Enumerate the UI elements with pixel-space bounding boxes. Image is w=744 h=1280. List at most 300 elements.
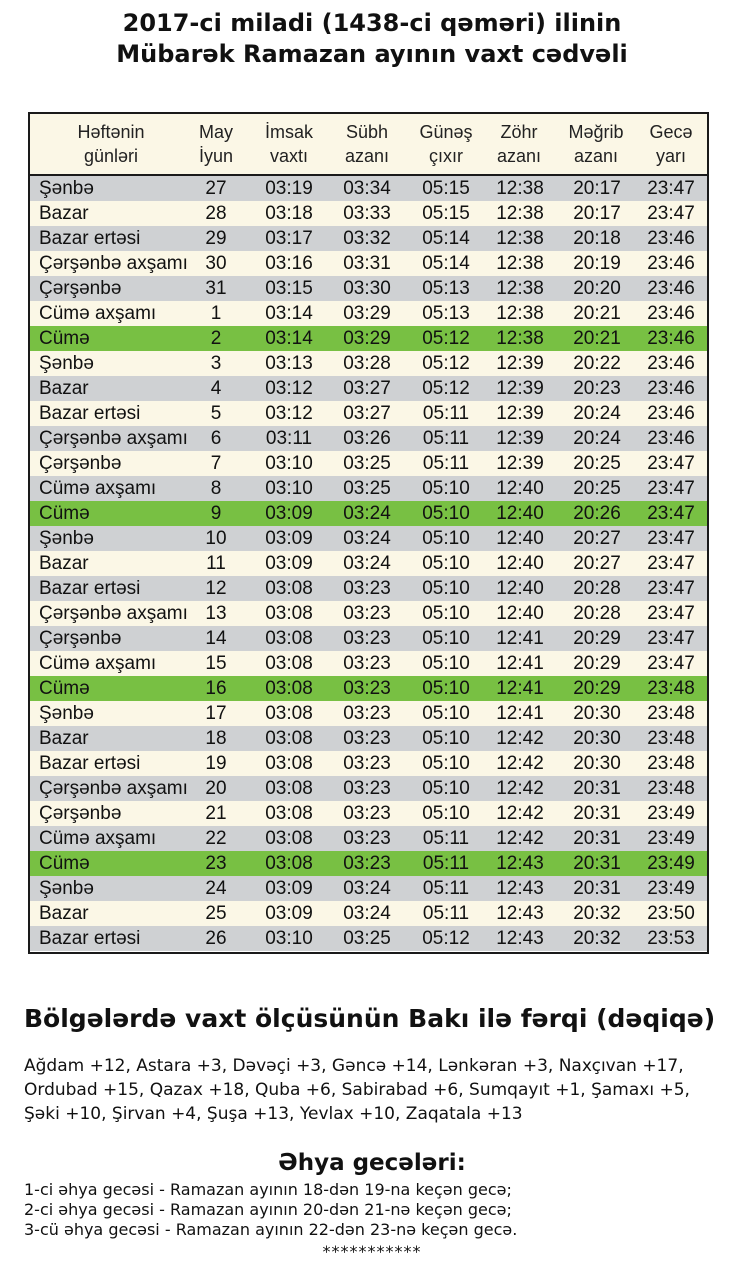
cell-gunes: 05:14 <box>422 253 470 274</box>
cell-gunes: 05:13 <box>422 303 470 324</box>
cell-date: 3 <box>210 353 222 374</box>
cell-subh: 03:31 <box>343 253 391 274</box>
cell-gece: 23:46 <box>647 403 695 424</box>
cell-date: 28 <box>205 203 227 224</box>
cell-weekday: Bazar ertəsi <box>39 578 141 599</box>
header-label: Məğrib <box>568 122 624 142</box>
table-row <box>30 476 707 501</box>
cell-weekday: Cümə axşamı <box>39 653 157 674</box>
cell-megrib: 20:31 <box>573 803 621 824</box>
cell-subh: 03:24 <box>343 878 391 899</box>
cell-megrib: 20:27 <box>573 553 621 574</box>
cell-gece: 23:46 <box>647 378 695 399</box>
cell-megrib: 20:31 <box>573 828 621 849</box>
cell-subh: 03:24 <box>343 528 391 549</box>
cell-gunes: 05:12 <box>422 328 470 349</box>
cell-gunes: 05:13 <box>422 278 470 299</box>
cell-date: 19 <box>205 753 227 774</box>
cell-date: 4 <box>210 378 222 399</box>
cell-megrib: 20:28 <box>573 578 621 599</box>
cell-zohr: 12:40 <box>496 578 544 599</box>
cell-zohr: 12:40 <box>496 603 544 624</box>
cell-weekday: Şənbə <box>39 528 94 549</box>
table-row <box>30 576 707 601</box>
table-row <box>30 451 707 476</box>
cell-zohr: 12:43 <box>496 878 544 899</box>
cell-subh: 03:23 <box>343 628 391 649</box>
table-row <box>30 651 707 676</box>
header-gunes <box>408 120 484 168</box>
cell-subh: 03:27 <box>343 378 391 399</box>
table-row <box>30 551 707 576</box>
cell-subh: 03:23 <box>343 853 391 874</box>
header-label: azanı <box>344 146 390 166</box>
header-imsak <box>254 120 324 168</box>
cell-imsak: 03:19 <box>265 178 313 199</box>
cell-subh: 03:24 <box>343 553 391 574</box>
cell-date: 24 <box>205 878 227 899</box>
cell-megrib: 20:22 <box>573 353 621 374</box>
cell-weekday: Cümə <box>39 503 90 524</box>
cell-megrib: 20:24 <box>573 428 621 449</box>
table-row <box>30 526 707 551</box>
cell-zohr: 12:40 <box>496 528 544 549</box>
cell-gunes: 05:10 <box>422 528 470 549</box>
cell-zohr: 12:41 <box>496 653 544 674</box>
cell-gece: 23:47 <box>647 503 695 524</box>
cell-megrib: 20:21 <box>573 328 621 349</box>
cell-date: 1 <box>210 303 222 324</box>
stars-divider: *********** <box>322 1242 422 1261</box>
cell-megrib: 20:29 <box>573 628 621 649</box>
header-label: Zöhr <box>500 122 538 142</box>
ehya-line: 2-ci əhya gecəsi - Ramazan ayının 20-dən 21-nə keçən gecə; <box>24 1200 512 1219</box>
header-label: Sübh <box>345 122 389 142</box>
cell-zohr: 12:41 <box>496 628 544 649</box>
cell-imsak: 03:08 <box>265 578 313 599</box>
cell-date: 21 <box>205 803 227 824</box>
cell-subh: 03:33 <box>343 203 391 224</box>
cell-gunes: 05:10 <box>422 503 470 524</box>
cell-imsak: 03:08 <box>265 678 313 699</box>
cell-imsak: 03:08 <box>265 753 313 774</box>
cell-imsak: 03:10 <box>265 453 313 474</box>
cell-subh: 03:29 <box>343 303 391 324</box>
cell-subh: 03:23 <box>343 828 391 849</box>
cell-megrib: 20:26 <box>573 503 621 524</box>
cell-gece: 23:47 <box>647 628 695 649</box>
cell-imsak: 03:14 <box>265 328 313 349</box>
cell-gunes: 05:11 <box>422 903 470 924</box>
table-row <box>30 276 707 301</box>
cell-gece: 23:47 <box>647 653 695 674</box>
cell-gece: 23:46 <box>647 428 695 449</box>
cell-weekday: Bazar <box>39 728 89 749</box>
cell-weekday: Bazar ertəsi <box>39 228 141 249</box>
cell-gunes: 05:10 <box>422 778 470 799</box>
cell-zohr: 12:40 <box>496 478 544 499</box>
region-note-title: Bölgələrdə vaxt ölçüsünün Bakı ilə fərqi (dəqiqə) <box>24 1004 716 1033</box>
table-row <box>30 301 707 326</box>
cell-weekday: Bazar <box>39 378 89 399</box>
cell-zohr: 12:39 <box>496 428 544 449</box>
header-subh <box>332 120 402 168</box>
cell-gunes: 05:11 <box>422 853 470 874</box>
cell-gece: 23:48 <box>647 678 695 699</box>
cell-gunes: 05:15 <box>422 203 470 224</box>
ehya-line: 1-ci əhya gecəsi - Ramazan ayının 18-dən 19-na keçən gecə; <box>24 1180 512 1199</box>
header-weekdays <box>36 120 186 168</box>
cell-zohr: 12:40 <box>496 503 544 524</box>
cell-zohr: 12:41 <box>496 678 544 699</box>
cell-imsak: 03:09 <box>265 503 313 524</box>
cell-date: 13 <box>205 603 227 624</box>
cell-megrib: 20:28 <box>573 603 621 624</box>
cell-gece: 23:49 <box>647 878 695 899</box>
table-row <box>30 776 707 801</box>
table-row <box>30 501 707 526</box>
cell-zohr: 12:42 <box>496 803 544 824</box>
cell-date: 15 <box>205 653 227 674</box>
cell-imsak: 03:13 <box>265 353 313 374</box>
table-row <box>30 826 707 851</box>
cell-weekday: Çərşənbə axşamı <box>39 603 188 624</box>
cell-subh: 03:34 <box>343 178 391 199</box>
cell-gunes: 05:10 <box>422 728 470 749</box>
cell-subh: 03:28 <box>343 353 391 374</box>
cell-gunes: 05:11 <box>422 828 470 849</box>
cell-megrib: 20:29 <box>573 678 621 699</box>
cell-date: 23 <box>205 853 227 874</box>
cell-imsak: 03:10 <box>265 478 313 499</box>
cell-megrib: 20:17 <box>573 203 621 224</box>
cell-weekday: Çərşənbə axşamı <box>39 428 188 449</box>
cell-imsak: 03:08 <box>265 828 313 849</box>
cell-gunes: 05:11 <box>422 878 470 899</box>
table-row <box>30 901 707 926</box>
cell-gunes: 05:12 <box>422 353 470 374</box>
cell-gece: 23:49 <box>647 853 695 874</box>
table-row <box>30 251 707 276</box>
cell-megrib: 20:30 <box>573 753 621 774</box>
cell-zohr: 12:38 <box>496 278 544 299</box>
header-label: Həftənin <box>77 122 145 142</box>
cell-subh: 03:25 <box>343 928 391 949</box>
cell-weekday: Bazar ertəsi <box>39 928 141 949</box>
cell-megrib: 20:17 <box>573 178 621 199</box>
table-body <box>30 176 707 951</box>
cell-gece: 23:48 <box>647 703 695 724</box>
cell-weekday: Cümə <box>39 853 90 874</box>
table-row <box>30 876 707 901</box>
cell-gunes: 05:10 <box>422 478 470 499</box>
cell-weekday: Cümə <box>39 328 90 349</box>
cell-zohr: 12:42 <box>496 753 544 774</box>
cell-subh: 03:23 <box>343 753 391 774</box>
cell-zohr: 12:42 <box>496 828 544 849</box>
page-title <box>0 8 744 70</box>
cell-date: 11 <box>206 553 226 574</box>
cell-imsak: 03:08 <box>265 628 313 649</box>
cell-gece: 23:50 <box>647 903 695 924</box>
cell-imsak: 03:12 <box>265 378 313 399</box>
cell-megrib: 20:18 <box>573 228 621 249</box>
cell-gece: 23:47 <box>647 453 695 474</box>
cell-imsak: 03:08 <box>265 728 313 749</box>
cell-zohr: 12:43 <box>496 853 544 874</box>
cell-weekday: Şənbə <box>39 878 94 899</box>
cell-subh: 03:25 <box>343 453 391 474</box>
cell-zohr: 12:43 <box>496 903 544 924</box>
table-row <box>30 626 707 651</box>
title-line-2: Mübarək Ramazan ayının vaxt cədvəli <box>116 40 628 68</box>
cell-date: 5 <box>210 403 222 424</box>
cell-subh: 03:23 <box>343 603 391 624</box>
header-label: çıxır <box>429 146 463 166</box>
cell-imsak: 03:10 <box>265 928 313 949</box>
cell-date: 8 <box>210 478 222 499</box>
cell-weekday: Çərşənbə <box>39 803 122 824</box>
cell-megrib: 20:23 <box>573 378 621 399</box>
cell-subh: 03:29 <box>343 328 391 349</box>
cell-gece: 23:46 <box>647 278 695 299</box>
cell-weekday: Bazar ertəsi <box>39 753 141 774</box>
cell-zohr: 12:43 <box>496 928 544 949</box>
cell-date: 16 <box>205 678 227 699</box>
cell-zohr: 12:38 <box>496 228 544 249</box>
cell-date: 14 <box>205 628 227 649</box>
cell-gunes: 05:11 <box>422 453 470 474</box>
cell-subh: 03:23 <box>343 678 391 699</box>
cell-date: 27 <box>205 178 227 199</box>
cell-weekday: Şənbə <box>39 703 94 724</box>
cell-date: 22 <box>205 828 227 849</box>
cell-weekday: Bazar ertəsi <box>39 403 141 424</box>
cell-megrib: 20:25 <box>573 453 621 474</box>
cell-zohr: 12:42 <box>496 778 544 799</box>
cell-megrib: 20:29 <box>573 653 621 674</box>
cell-megrib: 20:30 <box>573 703 621 724</box>
cell-gunes: 05:10 <box>422 553 470 574</box>
cell-gunes: 05:11 <box>422 428 470 449</box>
cell-weekday: Cümə axşamı <box>39 303 157 324</box>
cell-weekday: Şənbə <box>39 178 94 199</box>
cell-subh: 03:24 <box>343 503 391 524</box>
cell-imsak: 03:09 <box>265 878 313 899</box>
cell-megrib: 20:27 <box>573 528 621 549</box>
cell-gunes: 05:12 <box>422 378 470 399</box>
cell-gunes: 05:10 <box>422 603 470 624</box>
table-row <box>30 426 707 451</box>
cell-subh: 03:23 <box>343 728 391 749</box>
table-row <box>30 376 707 401</box>
cell-date: 30 <box>205 253 227 274</box>
cell-imsak: 03:08 <box>265 703 313 724</box>
cell-subh: 03:26 <box>343 428 391 449</box>
cell-gunes: 05:10 <box>422 653 470 674</box>
cell-weekday: Çərşənbə <box>39 628 122 649</box>
cell-gunes: 05:10 <box>422 578 470 599</box>
cell-gunes: 05:14 <box>422 228 470 249</box>
cell-gece: 23:46 <box>647 353 695 374</box>
table-row <box>30 326 707 351</box>
cell-imsak: 03:17 <box>265 228 313 249</box>
cell-gunes: 05:10 <box>422 628 470 649</box>
cell-subh: 03:23 <box>343 778 391 799</box>
cell-gunes: 05:10 <box>422 753 470 774</box>
cell-zohr: 12:39 <box>496 403 544 424</box>
cell-weekday: Şənbə <box>39 353 94 374</box>
table-row <box>30 176 707 201</box>
cell-imsak: 03:09 <box>265 903 313 924</box>
cell-gunes: 05:12 <box>422 928 470 949</box>
cell-zohr: 12:39 <box>496 353 544 374</box>
table-row <box>30 851 707 876</box>
cell-date: 9 <box>210 503 222 524</box>
cell-subh: 03:32 <box>343 228 391 249</box>
cell-gece: 23:48 <box>647 753 695 774</box>
cell-imsak: 03:08 <box>265 803 313 824</box>
table-row <box>30 726 707 751</box>
cell-gece: 23:47 <box>647 578 695 599</box>
cell-megrib: 20:24 <box>573 403 621 424</box>
cell-megrib: 20:32 <box>573 903 621 924</box>
cell-gece: 23:46 <box>647 328 695 349</box>
region-note-text: Ağdam +12, Astara +3, Dəvəçi +3, Gəncə +14, Lənkəran +3, Naxçıvan +17, Ordubad +15, Qazax +18, Quba +6, Sabirabad +6, Sumqayıt +1, Şamaxı +5, Şəki +10, Şirvan +4, Şuşa +13, Yevlax +10, Zaqatala +13 <box>24 1056 690 1124</box>
ehya-title: Əhya gecələri: <box>278 1150 466 1176</box>
table-row <box>30 226 707 251</box>
cell-weekday: Çərşənbə <box>39 453 122 474</box>
cell-zohr: 12:40 <box>496 553 544 574</box>
cell-gece: 23:47 <box>647 528 695 549</box>
cell-megrib: 20:31 <box>573 853 621 874</box>
cell-imsak: 03:09 <box>265 528 313 549</box>
cell-imsak: 03:15 <box>265 278 313 299</box>
cell-gece: 23:49 <box>647 803 695 824</box>
table-header <box>30 114 707 176</box>
cell-subh: 03:25 <box>343 478 391 499</box>
cell-imsak: 03:08 <box>265 603 313 624</box>
cell-gece: 23:53 <box>647 928 695 949</box>
table-row <box>30 801 707 826</box>
cell-weekday: Çərşənbə axşamı <box>39 253 188 274</box>
header-label: Gecə <box>649 122 693 142</box>
cell-imsak: 03:18 <box>265 203 313 224</box>
cell-gece: 23:46 <box>647 228 695 249</box>
cell-megrib: 20:31 <box>573 778 621 799</box>
header-date <box>192 120 240 168</box>
cell-subh: 03:23 <box>343 703 391 724</box>
header-gece <box>638 120 704 168</box>
cell-date: 29 <box>205 228 227 249</box>
cell-date: 10 <box>205 528 227 549</box>
cell-imsak: 03:11 <box>265 428 313 449</box>
table-row <box>30 676 707 701</box>
header-label: günləri <box>83 146 139 166</box>
table-row <box>30 601 707 626</box>
cell-gece: 23:48 <box>647 778 695 799</box>
cell-gece: 23:47 <box>647 203 695 224</box>
table-row <box>30 401 707 426</box>
table-row <box>30 701 707 726</box>
ehya-line: 3-cü əhya gecəsi - Ramazan ayının 22-dən 23-nə keçən gecə. <box>24 1220 518 1239</box>
cell-imsak: 03:08 <box>265 853 313 874</box>
cell-zohr: 12:38 <box>496 303 544 324</box>
cell-weekday: Cümə axşamı <box>39 478 157 499</box>
cell-zohr: 12:38 <box>496 328 544 349</box>
cell-gunes: 05:10 <box>422 703 470 724</box>
title-line-1: 2017-ci miladi (1438-ci qəməri) ilinin <box>122 9 622 37</box>
cell-zohr: 12:38 <box>496 253 544 274</box>
cell-subh: 03:27 <box>343 403 391 424</box>
ehya-list <box>24 1180 724 1240</box>
cell-weekday: Cümə axşamı <box>39 828 157 849</box>
header-label: May <box>198 122 233 142</box>
cell-imsak: 03:16 <box>265 253 313 274</box>
cell-gece: 23:49 <box>647 828 695 849</box>
cell-gece: 23:47 <box>647 603 695 624</box>
cell-weekday: Çərşənbə axşamı <box>39 778 188 799</box>
cell-date: 7 <box>210 453 222 474</box>
cell-megrib: 20:30 <box>573 728 621 749</box>
cell-date: 17 <box>205 703 227 724</box>
cell-imsak: 03:08 <box>265 653 313 674</box>
cell-subh: 03:23 <box>343 803 391 824</box>
header-megrib <box>558 120 634 168</box>
cell-weekday: Bazar <box>39 203 89 224</box>
table-row <box>30 351 707 376</box>
header-label: Günəş <box>419 122 473 142</box>
header-label: yarı <box>655 146 686 166</box>
cell-date: 20 <box>205 778 227 799</box>
cell-imsak: 03:09 <box>265 553 313 574</box>
cell-date: 26 <box>205 928 227 949</box>
header-zohr <box>484 120 554 168</box>
header-label: vaxtı <box>269 146 308 166</box>
table-row <box>30 751 707 776</box>
cell-gece: 23:46 <box>647 303 695 324</box>
cell-imsak: 03:14 <box>265 303 313 324</box>
cell-date: 2 <box>210 328 222 349</box>
cell-weekday: Çərşənbə <box>39 278 122 299</box>
cell-gunes: 05:10 <box>422 678 470 699</box>
cell-zohr: 12:39 <box>496 378 544 399</box>
cell-gece: 23:48 <box>647 728 695 749</box>
cell-subh: 03:23 <box>343 653 391 674</box>
cell-imsak: 03:08 <box>265 778 313 799</box>
cell-gunes: 05:11 <box>422 403 470 424</box>
cell-gunes: 05:15 <box>422 178 470 199</box>
cell-weekday: Bazar <box>39 903 89 924</box>
cell-imsak: 03:12 <box>265 403 313 424</box>
cell-subh: 03:23 <box>343 578 391 599</box>
schedule-table <box>28 112 709 954</box>
cell-gunes: 05:10 <box>422 803 470 824</box>
cell-subh: 03:30 <box>343 278 391 299</box>
header-label: azanı <box>573 146 619 166</box>
cell-zohr: 12:39 <box>496 453 544 474</box>
cell-zohr: 12:41 <box>496 703 544 724</box>
cell-weekday: Cümə <box>39 678 90 699</box>
cell-date: 31 <box>205 278 227 299</box>
cell-date: 18 <box>205 728 227 749</box>
cell-gece: 23:47 <box>647 553 695 574</box>
cell-megrib: 20:32 <box>573 928 621 949</box>
cell-gece: 23:46 <box>647 253 695 274</box>
cell-subh: 03:24 <box>343 903 391 924</box>
cell-zohr: 12:38 <box>496 203 544 224</box>
header-label: İyun <box>198 146 234 166</box>
